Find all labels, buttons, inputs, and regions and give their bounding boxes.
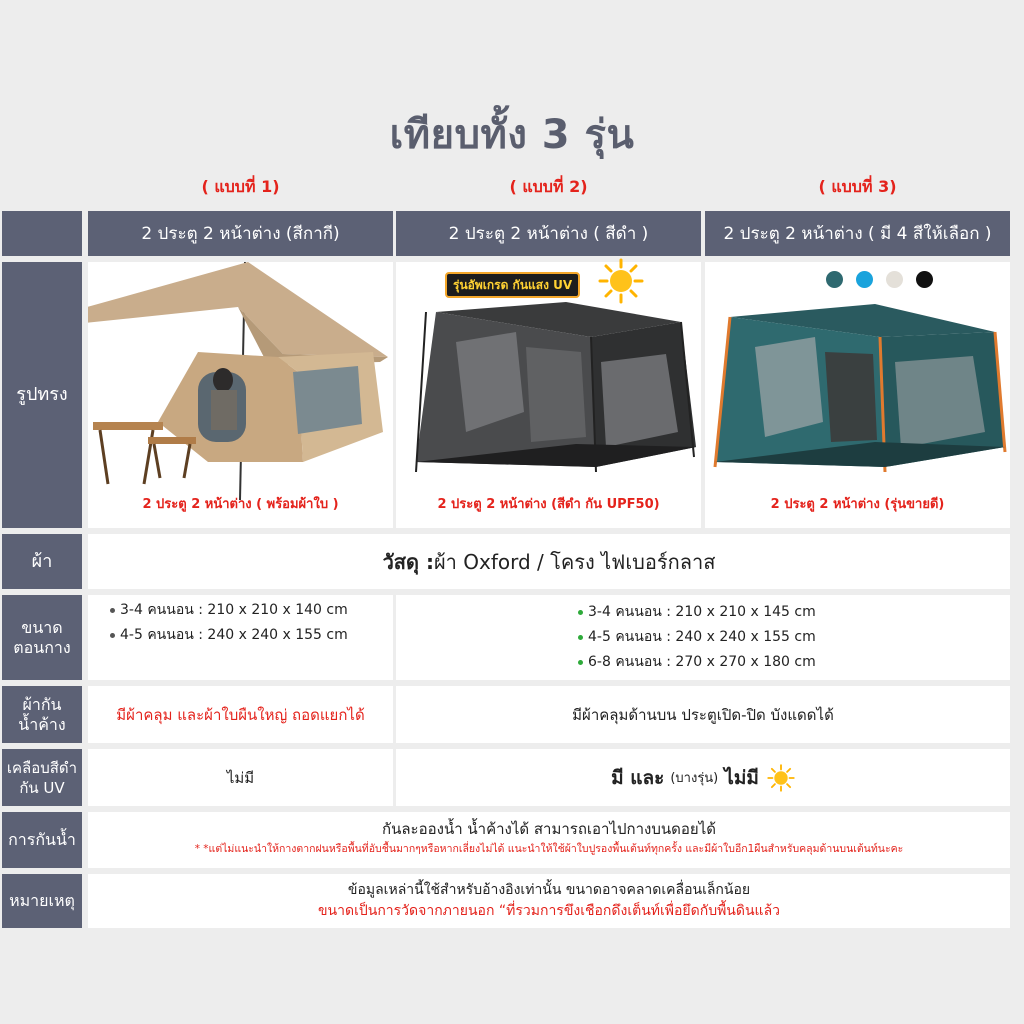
waterproof-line-2: * *แต่ไม่แนะนำให้กางตากฝนหรือพื้นที่อับชื้นมากๆหรือหากเลี่ยงไม่ได้ แนะนำให้ใช้ผ้าใบปูรองพื้นเต้นท์ทุกครั้ง และมีผ้าใบอีก1ผืนสำหรับคลุมด้านบนเต้นท์นะคะ bbox=[194, 843, 904, 855]
fabric-value-text: ผ้า Oxford / โครง ไฟเบอร์กลาส bbox=[433, 549, 716, 574]
uv-yes-and: มี และ bbox=[611, 766, 665, 789]
uv-some-models: (บางรุ่น) bbox=[670, 771, 719, 786]
bullet-icon bbox=[578, 660, 583, 665]
model-2-3-dew-value: มีผ้าคลุมด้านบน ประตูเปิด-ปิด บังแดดได้ bbox=[396, 686, 1010, 743]
row-label-dew-line1: ผ้ากัน bbox=[22, 694, 62, 714]
waterproof-value bbox=[88, 812, 1010, 868]
bullet-icon bbox=[578, 610, 583, 615]
list-item: 4-5 คนนอน : 240 x 240 x 155 cm bbox=[110, 623, 393, 648]
model-2-3-uv-value bbox=[396, 749, 1010, 806]
list-item: 6-8 คนนอน : 270 x 270 x 180 cm bbox=[578, 650, 1010, 675]
bullet-icon bbox=[578, 635, 583, 640]
model-2-header: 2 ประตู 2 หน้าต่าง ( สีดำ ) bbox=[396, 211, 701, 256]
model-2-3-size-list bbox=[396, 595, 1010, 680]
model-3-header: 2 ประตู 2 หน้าต่าง ( มี 4 สีให้เลือก ) bbox=[705, 211, 1010, 256]
model-2-label: ( แบบที่ 2) bbox=[509, 177, 588, 196]
model-2-caption: 2 ประตู 2 หน้าต่าง (สีดำ กัน UPF50) bbox=[437, 497, 660, 512]
sun-icon bbox=[767, 764, 795, 792]
color-swatch-beige[interactable] bbox=[886, 271, 903, 288]
row-label-note: หมายเหตุ bbox=[2, 874, 82, 928]
model-3-caption: 2 ประตู 2 หน้าต่าง (รุ่นขายดี) bbox=[770, 497, 945, 512]
row-label-uv bbox=[2, 749, 82, 806]
fabric-value bbox=[88, 534, 1010, 589]
row-label-dew bbox=[2, 686, 82, 743]
list-item: 3-4 คนนอน : 210 x 210 x 145 cm bbox=[578, 600, 1010, 625]
uv-upgrade-badge: รุ่นอัพเกรด กันแสง UV bbox=[445, 272, 580, 298]
model-1-image-cell bbox=[88, 262, 393, 528]
color-swatch-teal[interactable] bbox=[826, 271, 843, 288]
uv-none: ไม่มี bbox=[724, 766, 759, 789]
row-label-size-line1: ขนาด bbox=[21, 617, 63, 637]
note-line-1: ข้อมูลเหล่านี้ใช้สำหรับอ้างอิงเท่านั้น ขนาดอาจคลาดเคลื่อนเล็กน้อย bbox=[347, 882, 751, 898]
bullet-icon bbox=[110, 608, 115, 613]
header-corner bbox=[2, 211, 82, 256]
black-tent-illustration bbox=[396, 262, 701, 528]
sun-icon bbox=[598, 258, 644, 304]
model-3-label: ( แบบที่ 3) bbox=[818, 177, 897, 196]
color-swatch-blue[interactable] bbox=[856, 271, 873, 288]
color-swatch-black[interactable] bbox=[916, 271, 933, 288]
khaki-tent-illustration bbox=[88, 262, 393, 528]
fabric-value-label: วัสดุ : bbox=[382, 549, 434, 574]
row-label-dew-line2: น้ำค้าง bbox=[18, 714, 66, 734]
list-item: 3-4 คนนอน : 210 x 210 x 140 cm bbox=[110, 598, 393, 623]
note-line-2: ขนาดเป็นการวัดจากภายนอก “ที่รวมการขึงเชือกดึงเต็นท์เพื่อยึดกับพื้นดินแล้ว bbox=[317, 903, 781, 919]
row-label-waterproof: การกันน้ำ bbox=[2, 812, 82, 868]
page-title: เทียบทั้ง 3 รุ่น bbox=[389, 112, 635, 158]
list-item: 4-5 คนนอน : 240 x 240 x 155 cm bbox=[578, 625, 1010, 650]
row-label-fabric: ผ้า bbox=[2, 534, 82, 589]
bullet-icon bbox=[110, 633, 115, 638]
waterproof-line-1: กันละอองน้ำ น้ำค้างได้ สามารถเอาไปกางบนดอยได้ bbox=[382, 820, 716, 838]
model-3-image-cell bbox=[705, 262, 1010, 528]
model-1-label: ( แบบที่ 1) bbox=[201, 177, 280, 196]
note-value bbox=[88, 874, 1010, 928]
model-2-image-cell bbox=[396, 262, 701, 528]
model-1-dew-value: มีผ้าคลุม และผ้าใบผืนใหญ่ ถอดแยกได้ bbox=[88, 686, 393, 743]
row-label-size-line2: ตอนกาง bbox=[13, 637, 71, 657]
model-1-header: 2 ประตู 2 หน้าต่าง (สีกากี) bbox=[88, 211, 393, 256]
model-1-size-list bbox=[88, 595, 393, 680]
row-label-uv-line1: เคลือบสีดำ bbox=[6, 758, 78, 777]
model-1-uv-value: ไม่มี bbox=[88, 749, 393, 806]
row-label-uv-line2: กัน UV bbox=[19, 778, 65, 797]
green-tent-illustration bbox=[705, 262, 1010, 528]
row-label-shape: รูปทรง bbox=[2, 262, 82, 528]
row-label-size bbox=[2, 595, 82, 680]
model-1-caption: 2 ประตู 2 หน้าต่าง ( พร้อมผ้าใบ ) bbox=[142, 497, 339, 512]
